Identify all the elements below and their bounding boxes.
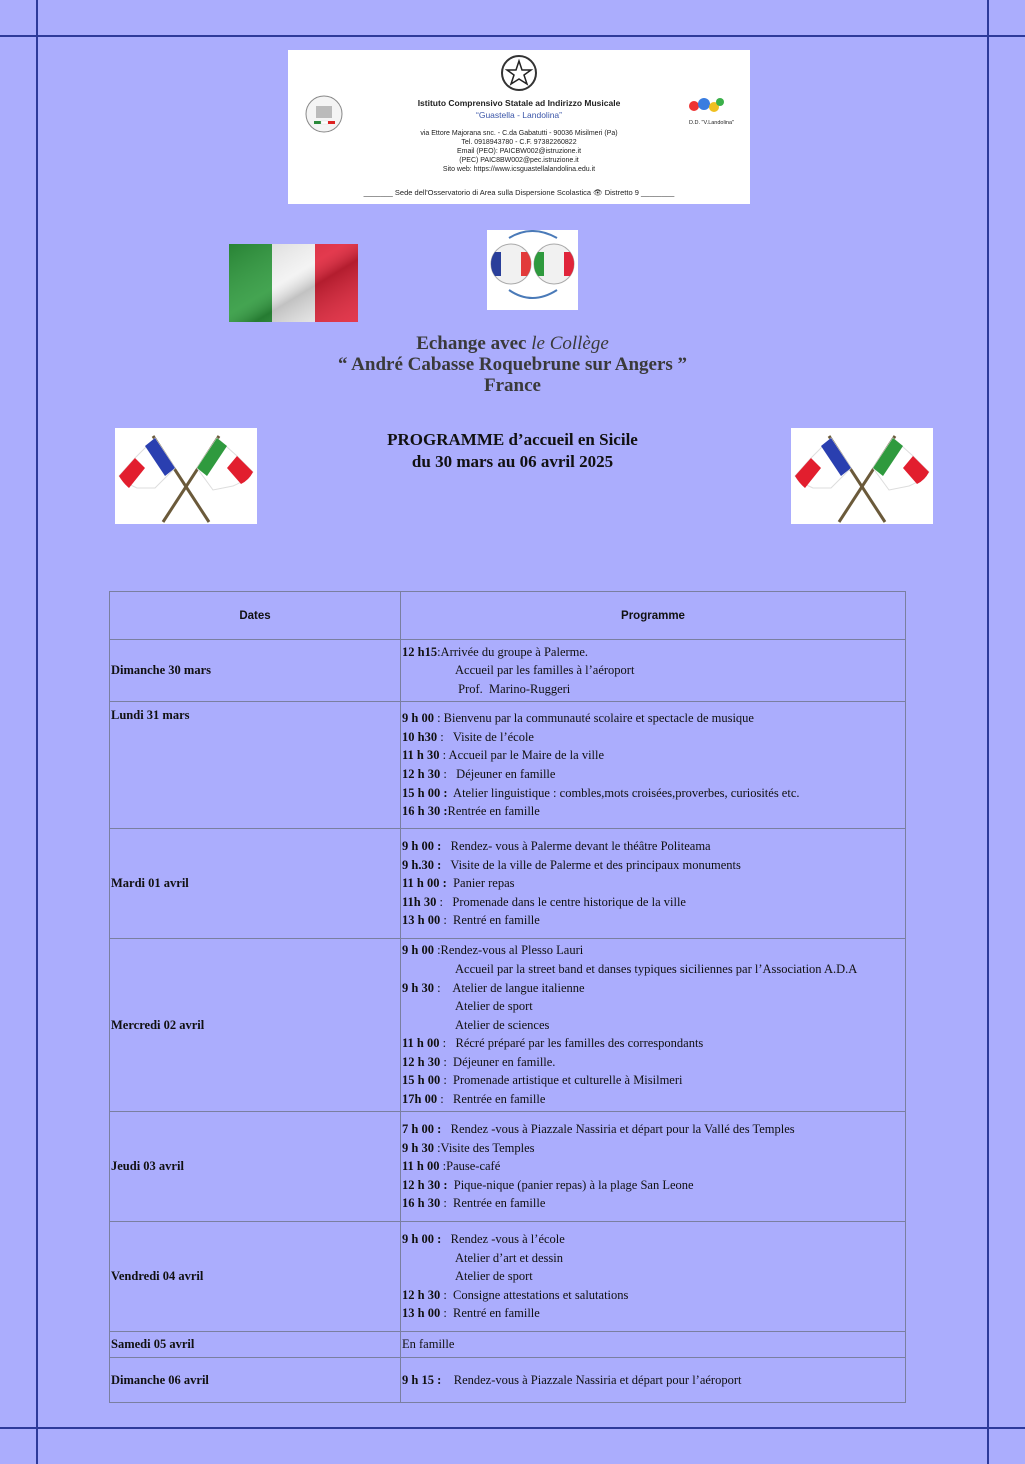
time-label: 9 h.30 : <box>402 857 442 872</box>
time-label: 9 h 00 <box>402 711 434 726</box>
programme-line <box>402 765 904 784</box>
programme-line <box>402 874 904 893</box>
programme-line <box>402 1016 904 1035</box>
activity-text: Atelier de sport <box>455 1269 533 1284</box>
time-label: 16 h 30 : <box>402 804 448 819</box>
time-label: 12 h 30 : <box>402 1177 448 1192</box>
programme-line <box>402 1304 904 1323</box>
programme-line <box>402 1176 904 1195</box>
row-day: Jeudi 03 avril <box>110 1112 401 1222</box>
activity-text: : Consigne attestations et salutations <box>440 1287 629 1302</box>
time-label: 13 h 00 <box>402 913 441 928</box>
time-label: 15 h 00 <box>402 1073 441 1088</box>
activity-text: : Rentrée en famille <box>437 1092 546 1107</box>
table-row <box>110 702 906 829</box>
programme-line <box>402 911 904 930</box>
row-day: Samedi 05 avril <box>110 1332 401 1358</box>
activity-text: :Rendez-vous al Plesso Lauri <box>433 943 584 958</box>
row-programme <box>401 702 906 829</box>
border-left <box>36 0 38 1464</box>
programme-line <box>402 1034 904 1053</box>
activity-text: : Rentrée en famille <box>440 1196 546 1211</box>
activity-text: Atelier de sport <box>455 999 533 1014</box>
activity-text: :Pause-café <box>439 1159 501 1174</box>
programme-line <box>402 941 904 960</box>
programme-line <box>402 1053 904 1072</box>
activity-text: Visite de la ville de Palerme et des principaux monuments <box>441 857 741 872</box>
activity-text: Atelier d’art et dessin <box>455 1250 563 1265</box>
title-line1 <box>0 333 1025 355</box>
border-right <box>987 0 989 1464</box>
time-label: 9 h 30 <box>402 980 434 995</box>
time-label: 9 h 15 : <box>402 1372 442 1387</box>
time-label: 11h 30 <box>402 894 437 909</box>
table-header-row <box>110 592 906 640</box>
time-label: 9 h 30 <box>402 1140 434 1155</box>
activity-text: Atelier de sciences <box>455 1017 550 1032</box>
schedule-table <box>109 591 906 1403</box>
table-row <box>110 1222 906 1332</box>
programme-line <box>402 1286 904 1305</box>
activity-text: : Promenade dans le centre historique de la ville <box>436 894 686 909</box>
row-day: Dimanche 30 mars <box>110 640 401 702</box>
time-label: 12 h 30 <box>402 1054 441 1069</box>
programme-line <box>402 960 904 979</box>
time-label: 12 h15 <box>402 644 438 659</box>
activity-text: Rendez-vous à Piazzale Nassiria et départ pour l’aéroport <box>441 1372 742 1387</box>
time-label: 10 h30 <box>402 729 438 744</box>
time-label: 9 h 00 <box>402 943 434 958</box>
institute-site: Sito web: https://www.icsguastellalandolina.edu.it <box>442 166 596 173</box>
header-programme: Programme <box>401 592 906 640</box>
border-bottom <box>0 1427 1025 1429</box>
row-day: Lundi 31 mars <box>110 702 401 829</box>
activity-text: :Arrivée du groupe à Palerme. <box>437 644 589 659</box>
time-label: 15 h 00 : <box>402 785 448 800</box>
activity-text: : Rentré en famille <box>440 913 540 928</box>
activity-text: Rendez- vous à Palerme devant le théâtre Politeama <box>441 839 711 854</box>
activity-text: Accueil par la street band et danses typiques siciliennes par l’Association A.D.A <box>455 961 858 976</box>
republic-emblem-icon <box>500 54 538 92</box>
activity-text: : Déjeuner en famille <box>440 767 556 781</box>
activity-text: : Visite de l’école <box>437 729 534 744</box>
activity-text: Atelier linguistique : combles,mots croisées,proverbes, curiosités etc. <box>447 785 800 800</box>
table-row <box>110 1358 906 1403</box>
table-row <box>110 829 906 939</box>
dd-label: D.D. "V.Landolina" <box>689 120 734 126</box>
header-dates: Dates <box>110 592 401 640</box>
row-programme <box>401 1332 906 1358</box>
programme-line <box>402 1071 904 1090</box>
time-label: 9 h 00 : <box>402 1232 442 1247</box>
time-label: 16 h 30 <box>402 1196 441 1211</box>
programme-title: PROGRAMME d’accueil en Sicile <box>387 430 638 449</box>
programme-line <box>402 1249 904 1268</box>
table-row <box>110 1112 906 1222</box>
title-echange: Echange avec <box>416 333 527 354</box>
row-programme <box>401 640 906 702</box>
programme-line <box>402 680 904 699</box>
programme-line <box>402 1120 904 1139</box>
programme-line <box>402 1090 904 1109</box>
programme-line <box>402 802 904 821</box>
activity-text: Rentrée en famille <box>447 804 540 819</box>
time-label: 7 h 00 : <box>402 1122 442 1137</box>
activity-text: Pique-nique (panier repas) à la plage San Leone <box>447 1177 694 1192</box>
programme-line <box>402 1157 904 1176</box>
programme-line <box>402 856 904 875</box>
title-college: le Collège <box>531 333 609 354</box>
time-label: 11 h 00 <box>402 1159 440 1174</box>
time-label: 9 h 00 : <box>402 839 442 854</box>
activity-text: En famille <box>402 1337 455 1352</box>
row-programme <box>401 829 906 939</box>
activity-text: : Atelier de langue italienne <box>433 980 585 995</box>
time-label: 12 h 30 <box>402 767 441 781</box>
row-day: Vendredi 04 avril <box>110 1222 401 1332</box>
row-programme <box>401 1358 906 1403</box>
institute-name: Istituto Comprensivo Statale ad Indirizzo Musicale <box>417 98 621 108</box>
table-row <box>110 939 906 1112</box>
row-programme <box>401 1112 906 1222</box>
time-label: 12 h 30 <box>402 1287 441 1302</box>
programme-line <box>402 1267 904 1286</box>
border-top <box>0 35 1025 37</box>
programme-line <box>402 997 904 1016</box>
activity-text: : Promenade artistique et culturelle à Misilmeri <box>440 1073 683 1088</box>
programme-line <box>402 1139 904 1158</box>
row-day: Mardi 01 avril <box>110 829 401 939</box>
programme-line <box>402 1194 904 1213</box>
programme-line <box>402 746 904 765</box>
row-programme <box>401 939 906 1112</box>
activity-text: Accueil par les familles à l’aéroport <box>455 663 635 678</box>
row-programme <box>401 1222 906 1332</box>
programme-line <box>402 661 904 680</box>
time-label: 17h 00 <box>402 1092 438 1107</box>
activity-text: : Récré préparé par les familles des correspondants <box>439 1036 704 1051</box>
programme-line <box>402 979 904 998</box>
time-label: 13 h 00 <box>402 1306 441 1321</box>
institute-tel: Tel. 0918943780 - C.F. 97382260822 <box>461 139 577 146</box>
programme-dates: du 30 mars au 06 avril 2025 <box>411 452 614 471</box>
time-label: 11 h 00 : <box>402 876 447 891</box>
italian-flag-icon <box>229 244 358 322</box>
time-label: 11 h 00 <box>402 1036 440 1051</box>
table-row <box>110 640 906 702</box>
activity-text: Rendez -vous à Piazzale Nassiria et départ pour la Vallé des Temples <box>441 1122 795 1137</box>
row-day: Mercredi 02 avril <box>110 939 401 1112</box>
letterhead <box>288 50 750 204</box>
activity-text: :Visite des Temples <box>433 1140 535 1155</box>
programme-line <box>402 837 904 856</box>
row-day: Dimanche 06 avril <box>110 1358 401 1403</box>
institute-address: via Ettore Majorana snc. - C.da Gabatutti - 90036 Misilmeri (Pa) <box>420 130 618 137</box>
programme-line <box>402 643 904 662</box>
programme-line <box>402 1335 904 1354</box>
title-line3: France <box>484 375 541 396</box>
activity-text: Panier repas <box>446 876 515 891</box>
table-row <box>110 1332 906 1358</box>
activity-text: Rendez -vous à l’école <box>441 1232 565 1247</box>
activity-text: Prof. Marino-Ruggeri <box>455 681 571 696</box>
programme-line <box>402 893 904 912</box>
institute-pec: (PEC) PAIC8BW002@pec.istruzione.it <box>459 157 579 164</box>
time-label: 11 h 30 <box>402 748 440 763</box>
observatory-line: _______ Sede dell'Osservatorio di Area sulla Dispersione Scolastica 👁 Distretto 9 ________ <box>363 188 675 197</box>
activity-text: : Bienvenu par la communauté scolaire et spectacle de musique <box>433 711 754 726</box>
activity-text: : Accueil par le Maire de la ville <box>439 748 605 763</box>
institute-subtitle: “Guastella - Landolina” <box>476 110 562 120</box>
title-line2: “ André Cabasse Roquebrune sur Angers ” <box>337 354 688 375</box>
france-italy-exchange-icon <box>487 230 578 310</box>
programme-line <box>402 784 904 803</box>
programme-line <box>402 709 904 728</box>
activity-text: : Déjeuner en famille. <box>440 1054 556 1069</box>
programme-line <box>402 728 904 747</box>
programme-line <box>402 1230 904 1249</box>
activity-text: : Rentré en famille <box>440 1306 540 1321</box>
institute-email: Email (PEO): PAICBW002@istruzione.it <box>456 148 582 155</box>
programme-line <box>402 1371 904 1390</box>
